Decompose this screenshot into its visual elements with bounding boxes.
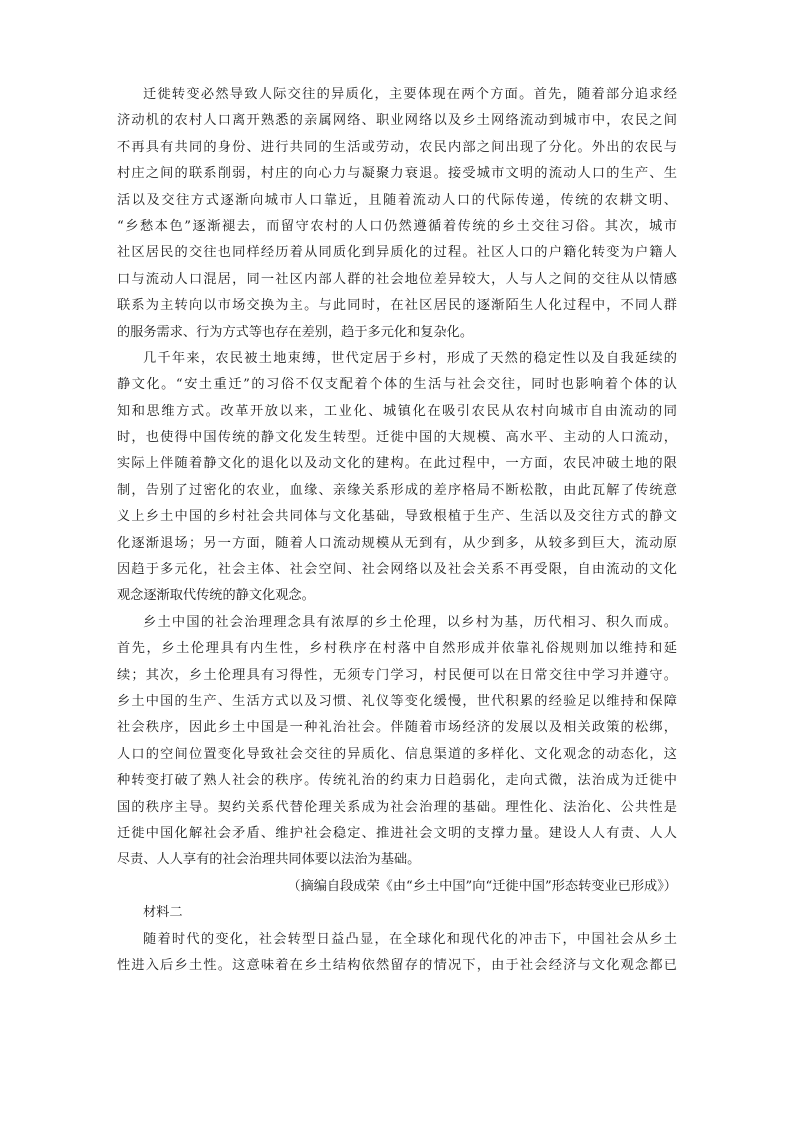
- text-line: 社区居民的交往也同样经历着从同质化到异质化的过程。社区人口的户籍化转变为户籍人: [117, 245, 677, 261]
- text-line: 义上乡土中国的乡村社会共同体与文化基础，导致根植于生产、生活以及交往方式的静文: [117, 509, 677, 525]
- text-line: 实际上伴随着静文化的退化以及动文化的建构。在此过程中，一方面，农民冲破土地的限: [117, 456, 677, 472]
- text-line: 静文化。“安土重迁”的习俗不仅支配着个体的生活与社会交往，同时也影响着个体的认: [117, 377, 677, 393]
- text-line: 时，也使得中国传统的静文化发生转型。迁徙中国的大规模、高水平、主动的人口流动，: [117, 430, 677, 446]
- text-line: 村庄之间的联系削弱，村庄的向心力与凝聚力衰退。接受城市文明的流动人口的生产、生: [117, 166, 677, 182]
- text-line: 的服务需求、行为方式等也存在差别，趋于多元化和复杂化。: [117, 324, 474, 340]
- text-line: 化逐渐退场；另一方面，随着人口流动规模从无到有，从少到多，从较多到巨大，流动原: [117, 535, 677, 551]
- paragraph-4: [117, 927, 677, 980]
- text-line: 不再具有共同的身份、进行共同的生活或劳动，农民内部之间出现了分化。外出的农民与: [117, 139, 677, 155]
- text-line: 知和思维方式。改革开放以来，工业化、城镇化在吸引农民从农村向城市自由流动的同: [117, 403, 677, 419]
- text-line: 观念逐渐取代传统的静文化观念。: [117, 588, 315, 604]
- text-line: 国的秩序主导。契约关系代替伦理关系成为社会治理的基础。理性化、法治化、公共性是: [117, 799, 677, 815]
- text-line: 续；其次，乡土伦理具有习得性，无须专门学习，村民便可以在日常交往中学习并遵守。: [117, 667, 677, 683]
- paragraph-3: [117, 610, 677, 874]
- text-line: 乡土中国的社会治理理念具有浓厚的乡土伦理，以乡村为基，历代相习、积久而成。: [143, 614, 677, 630]
- text-line: 随着时代的变化，社会转型日益凸显，在全球化和现代化的冲击下，中国社会从乡土: [143, 931, 677, 947]
- material-label: 材料二: [143, 905, 183, 921]
- text-line: 尽责、人人享有的社会治理共同体要以法治为基础。: [117, 852, 421, 868]
- paragraph-2: [117, 346, 677, 610]
- text-line: 因趋于多元化，社会主体、社会空间、社会网络以及社会关系不再受限，自由流动的文化: [117, 562, 677, 578]
- text-line: 制，告别了过密化的农业，血缘、亲缘关系形成的差序格局不断松散，由此瓦解了传统意: [117, 482, 677, 498]
- text-line: 首先，乡土伦理具有内生性，乡村秩序在村落中自然形成并依靠礼俗规则加以维持和延: [117, 641, 677, 657]
- text-line: 社会秩序，因此乡土中国是一种礼治社会。伴随着市场经济的发展以及相关政策的松绑，: [117, 720, 677, 736]
- text-line: 人口的空间位置变化导致社会交往的异质化、信息渠道的多样化、文化观念的动态化，这: [117, 746, 677, 762]
- text-line: 联系为主转向以市场交换为主。与此同时，在社区居民的逐渐陌生人化过程中，不同人群: [117, 298, 677, 314]
- text-line: 乡土中国的生产、生活方式以及习惯、礼仪等变化缓慢，世代积累的经验足以维持和保障: [117, 693, 677, 709]
- text-line: 济动机的农村人口离开熟悉的亲属网络、职业网络以及乡土网络流动到城市中，农民之间: [117, 113, 677, 129]
- paragraph-1: [117, 82, 677, 346]
- source-citation: （摘编自段成荣《由“乡土中国”向“迁徙中国”形态转变业已形成》）: [287, 878, 677, 894]
- text-line: 几千年来，农民被土地束缚，世代定居于乡村，形成了天然的稳定性以及自我延续的: [143, 350, 677, 366]
- text-line: 口与流动人口混居，同一社区内部人群的社会地位差异较大，人与人之间的交往从以情感: [117, 271, 677, 287]
- document-page: [117, 82, 677, 979]
- text-line: 活以及交往方式逐渐向城市人口靠近，且随着流动人口的代际传递，传统的农耕文明、: [117, 192, 677, 208]
- text-line: 种转变打破了熟人社会的秩序。传统礼治的约束力日趋弱化，走向式微，法治成为迁徙中: [117, 773, 677, 789]
- text-line: 迁徙转变必然导致人际交往的异质化，主要体现在两个方面。首先，随着部分追求经: [143, 87, 677, 102]
- text-line: 迁徙中国化解社会矛盾、维护社会稳定、推进社会文明的支撑力量。建设人人有责、人人: [117, 825, 677, 841]
- text-line: 性进入后乡土性。这意味着在乡土结构依然留存的情况下，由于社会经济与文化观念都已: [117, 957, 677, 973]
- text-line: “乡愁本色”逐渐褪去，而留守农村的人口仍然遵循着传统的乡土交往习俗。其次，城市: [117, 218, 677, 234]
